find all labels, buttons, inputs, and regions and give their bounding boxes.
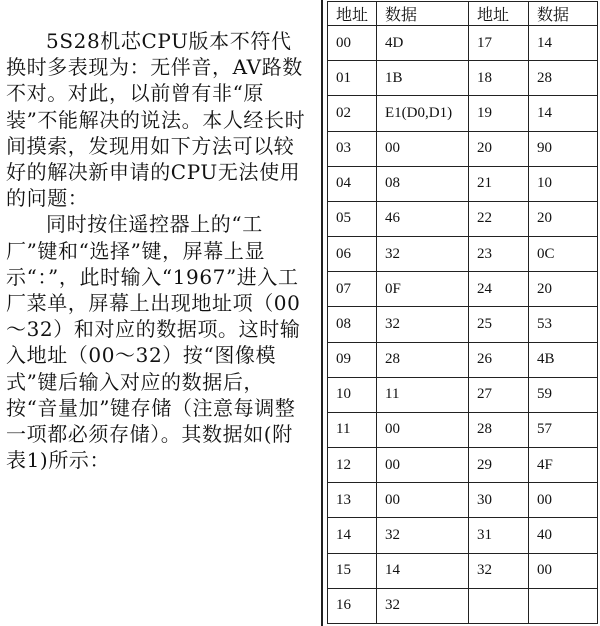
table-row [328,412,598,447]
cell-address: 25 [469,307,529,342]
cell-address: 07 [328,272,377,307]
cell-address: 13 [328,483,377,518]
cell-address [469,588,529,623]
cell-data: 1B [377,61,469,96]
cell-data: 32 [377,237,469,272]
header-data-2: 数据 [529,2,598,26]
cell-address: 21 [469,166,529,201]
cell-data: 32 [377,518,469,553]
cell-data: 53 [529,307,598,342]
cell-data [529,588,598,623]
cell-address: 23 [469,237,529,272]
cell-address: 29 [469,448,529,483]
paragraph-procedure: 同时按住遥控器上的“工厂”键和“选择”键，屏幕上显示“：”，此时输入“1967”进入工厂菜单，屏幕上出现地址项（00～32）和对应的数据项。这时输入地址（00～32）按“图像模式”键后输入对应的数据后，按“音量加”键存储（注意每调整一项都必须存储）。其数据如(附表1)所示： [6,212,301,473]
cell-data: 00 [529,553,598,588]
cell-data: 40 [529,518,598,553]
cell-address: 03 [328,131,377,166]
cell-data: 00 [377,483,469,518]
cell-address: 17 [469,26,529,61]
cell-data: 59 [529,377,598,412]
cell-data: 00 [377,131,469,166]
table-row [328,201,598,236]
cell-address: 12 [328,448,377,483]
table-row [328,131,598,166]
cell-address: 14 [328,518,377,553]
table-row [328,377,598,412]
cell-address: 02 [328,96,377,131]
cell-data: 14 [529,96,598,131]
table-row [328,166,598,201]
cell-data: 4D [377,26,469,61]
cell-address: 09 [328,342,377,377]
cell-address: 28 [469,412,529,447]
cell-data: 46 [377,201,469,236]
table-row [328,61,598,96]
cell-address: 20 [469,131,529,166]
cell-data: 00 [377,412,469,447]
cell-address: 05 [328,201,377,236]
cell-data: 00 [529,483,598,518]
table-row [328,96,598,131]
cell-address: 19 [469,96,529,131]
cell-data: 0F [377,272,469,307]
cell-data: 14 [377,553,469,588]
cell-address: 11 [328,412,377,447]
table-row [328,483,598,518]
table-row [328,272,598,307]
cell-data: 90 [529,131,598,166]
cell-data: 20 [529,201,598,236]
cell-data: 08 [377,166,469,201]
header-address-2: 地址 [469,2,529,26]
paragraph-intro: 5S28机芯CPU版本不符代换时多表现为：无伴音，AV路数不对。对此，以前曾有非“原装”不能解决的说法。本人经长时间摸索，发现用如下方法可以较好的解决新申请的CPU无法使用的问题： [6,29,306,211]
table-row [328,342,598,377]
cell-data: 4B [529,342,598,377]
cell-address: 30 [469,483,529,518]
cell-data: 28 [529,61,598,96]
cell-address: 10 [328,377,377,412]
cell-address: 27 [469,377,529,412]
cell-data: 0C [529,237,598,272]
table-row [328,553,598,588]
cell-address: 18 [469,61,529,96]
cell-address: 01 [328,61,377,96]
column-divider [321,0,323,626]
cell-address: 24 [469,272,529,307]
cell-data: 14 [529,26,598,61]
table-row [328,448,598,483]
table-row [328,237,598,272]
cell-data: 20 [529,272,598,307]
cell-address: 06 [328,237,377,272]
cell-address: 15 [328,553,377,588]
cell-data: 57 [529,412,598,447]
cell-data: 00 [377,448,469,483]
header-data-1: 数据 [377,2,469,26]
cell-address: 22 [469,201,529,236]
cell-address: 04 [328,166,377,201]
cell-data: E1(D0,D1) [377,96,469,131]
table-row [328,26,598,61]
table-header-row [328,2,598,26]
address-data-table [327,1,598,624]
cell-data: 32 [377,588,469,623]
cell-data: 32 [377,307,469,342]
cell-data: 11 [377,377,469,412]
cell-address: 16 [328,588,377,623]
cell-address: 26 [469,342,529,377]
cell-address: 32 [469,553,529,588]
article-text [6,28,306,473]
cell-data: 28 [377,342,469,377]
cell-address: 31 [469,518,529,553]
table-row [328,588,598,623]
table-row [328,518,598,553]
cell-data: 10 [529,166,598,201]
header-address-1: 地址 [328,2,377,26]
cell-address: 08 [328,307,377,342]
table-row [328,307,598,342]
cell-address: 00 [328,26,377,61]
cell-data: 4F [529,448,598,483]
table-body [328,26,598,624]
